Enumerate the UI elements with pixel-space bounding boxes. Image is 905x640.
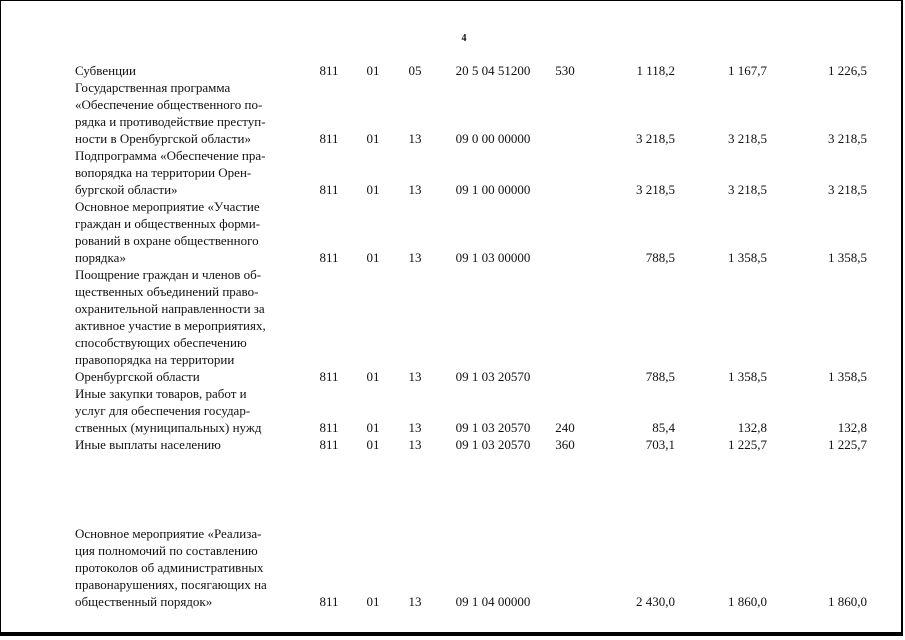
column-amount-year2-cell: 1 358,5 — [728, 250, 767, 265]
column-amount-year2-cell: 132,8 — [737, 420, 767, 435]
column-section-cell: 01 — [366, 369, 380, 384]
column-code-cell: 811 — [319, 437, 339, 452]
row-name-line: ственных (муниципальных) нужд — [75, 420, 262, 435]
column-target-item-cell: 20 5 04 51200 — [455, 63, 531, 78]
column-amount-year1-cell: 788,5 — [645, 369, 675, 384]
row-name-line: порядка» — [75, 250, 126, 265]
row-name-line: Оренбургской области — [75, 369, 200, 384]
column-amount-year3-cell: 1 358,5 — [828, 369, 867, 384]
row-name-line: рядка и противодействие преступ- — [75, 114, 266, 129]
column-section-cell: 01 — [366, 594, 380, 609]
row-name-line: общественный порядок» — [75, 594, 213, 609]
row-name — [75, 62, 307, 79]
column-amount-year2-cell: 1 860,0 — [728, 594, 767, 609]
column-target-item-cell: 09 1 00 00000 — [455, 182, 531, 197]
column-target-item-cell: 09 1 04 00000 — [455, 594, 531, 609]
row-name-line: «Обеспечение общественного по- — [75, 97, 263, 112]
row-name-line: активное участие в мероприятиях, — [75, 318, 266, 333]
column-subsection-cell: 13 — [408, 594, 422, 609]
row-name — [75, 525, 307, 610]
column-amount-year1-cell: 3 218,5 — [636, 131, 675, 146]
row-name-line: граждан и общественных форми- — [75, 216, 261, 231]
row-name-line: Основное мероприятие «Участие — [75, 199, 260, 214]
column-code-cell: 811 — [319, 131, 339, 146]
column-amount-year3-cell: 3 218,5 — [828, 131, 867, 146]
column-amount-year3-cell: 132,8 — [837, 420, 867, 435]
column-amount-year2-cell: 1 358,5 — [728, 369, 767, 384]
row-name-line: бургской области» — [75, 182, 178, 197]
row-name-line: вопорядка на территории Орен- — [75, 165, 252, 180]
column-section-cell: 01 — [366, 63, 380, 78]
column-expense-type-cell: 360 — [555, 437, 575, 452]
column-code-cell: 811 — [319, 420, 339, 435]
column-amount-year1-cell: 2 430,0 — [636, 594, 675, 609]
column-section-cell: 01 — [366, 131, 380, 146]
column-expense-type-cell: 530 — [555, 63, 575, 78]
row-name-line: Основное мероприятие «Реализа- — [75, 526, 262, 541]
row-name-line: охранительной направленности за — [75, 301, 265, 316]
column-code-cell: 811 — [319, 182, 339, 197]
column-amount-year1-cell: 3 218,5 — [636, 182, 675, 197]
row-name — [75, 385, 307, 436]
column-target-item-cell: 09 1 03 20570 — [455, 437, 531, 452]
column-amount-year3-cell: 1 226,5 — [828, 63, 867, 78]
column-amount-year1-cell: 788,5 — [645, 250, 675, 265]
row-name-line: Государственная программа — [75, 80, 231, 95]
row-name — [75, 198, 307, 266]
column-target-item-cell: 09 1 03 00000 — [455, 250, 531, 265]
column-code-cell: 811 — [319, 369, 339, 384]
column-code-cell: 811 — [319, 594, 339, 609]
row-name-line: правонарушениях, посягающих на — [75, 577, 267, 592]
page-number: 4 — [461, 33, 467, 44]
row-name-line: Иные закупки товаров, работ и — [75, 386, 247, 401]
column-amount-year1-cell: 703,1 — [645, 437, 675, 452]
column-amount-year2-cell: 3 218,5 — [728, 131, 767, 146]
column-subsection-cell: 13 — [408, 131, 422, 146]
row-name-line: протоколов об административных — [75, 560, 264, 575]
column-amount-year3-cell: 1 358,5 — [828, 250, 867, 265]
row-name-line: Иные выплаты населению — [75, 437, 221, 452]
column-amount-year2-cell: 1 167,7 — [728, 63, 767, 78]
column-amount-year2-cell: 1 225,7 — [728, 437, 767, 452]
column-subsection-cell: 05 — [408, 63, 422, 78]
column-section-cell: 01 — [366, 437, 380, 452]
column-section-cell: 01 — [366, 182, 380, 197]
column-amount-year3-cell: 3 218,5 — [828, 182, 867, 197]
row-name — [75, 266, 307, 385]
column-amount-year1-cell: 85,4 — [652, 420, 675, 435]
column-expense-type-cell: 240 — [555, 420, 575, 435]
column-section-cell: 01 — [366, 250, 380, 265]
column-target-item-cell: 09 0 00 00000 — [455, 131, 531, 146]
column-subsection-cell: 13 — [408, 437, 422, 452]
column-code-cell: 811 — [319, 250, 339, 265]
row-name — [75, 79, 307, 147]
column-amount-year1-cell: 1 118,2 — [636, 63, 675, 78]
column-subsection-cell: 13 — [408, 250, 422, 265]
row-name-line: Поощрение граждан и членов об- — [75, 267, 262, 282]
column-subsection-cell: 13 — [408, 420, 422, 435]
row-name — [75, 147, 307, 198]
row-name-line: ности в Оренбургской области» — [75, 131, 251, 146]
column-code-cell: 811 — [319, 63, 339, 78]
row-name-line: способствующих обеспечению — [75, 335, 247, 350]
row-name-line: щественных объединений право- — [75, 284, 259, 299]
column-section-cell: 01 — [366, 420, 380, 435]
column-target-item-cell: 09 1 03 20570 — [455, 420, 531, 435]
column-amount-year2-cell: 3 218,5 — [728, 182, 767, 197]
column-subsection-cell: 13 — [408, 182, 422, 197]
row-name-line: ция полномочий по составлению — [75, 543, 258, 558]
row-name-line: Подпрограмма «Обеспечение пра- — [75, 148, 266, 163]
row-name-line: рований в охране общественного — [75, 233, 259, 248]
column-subsection-cell: 13 — [408, 369, 422, 384]
row-name-line: правопорядка на территории — [75, 352, 235, 367]
row-name-line: услуг для обеспечения государ- — [75, 403, 251, 418]
column-amount-year3-cell: 1 225,7 — [828, 437, 867, 452]
column-target-item-cell: 09 1 03 20570 — [455, 369, 531, 384]
row-name — [75, 436, 307, 453]
column-amount-year3-cell: 1 860,0 — [828, 594, 867, 609]
row-name-line: Субвенции — [75, 63, 136, 78]
